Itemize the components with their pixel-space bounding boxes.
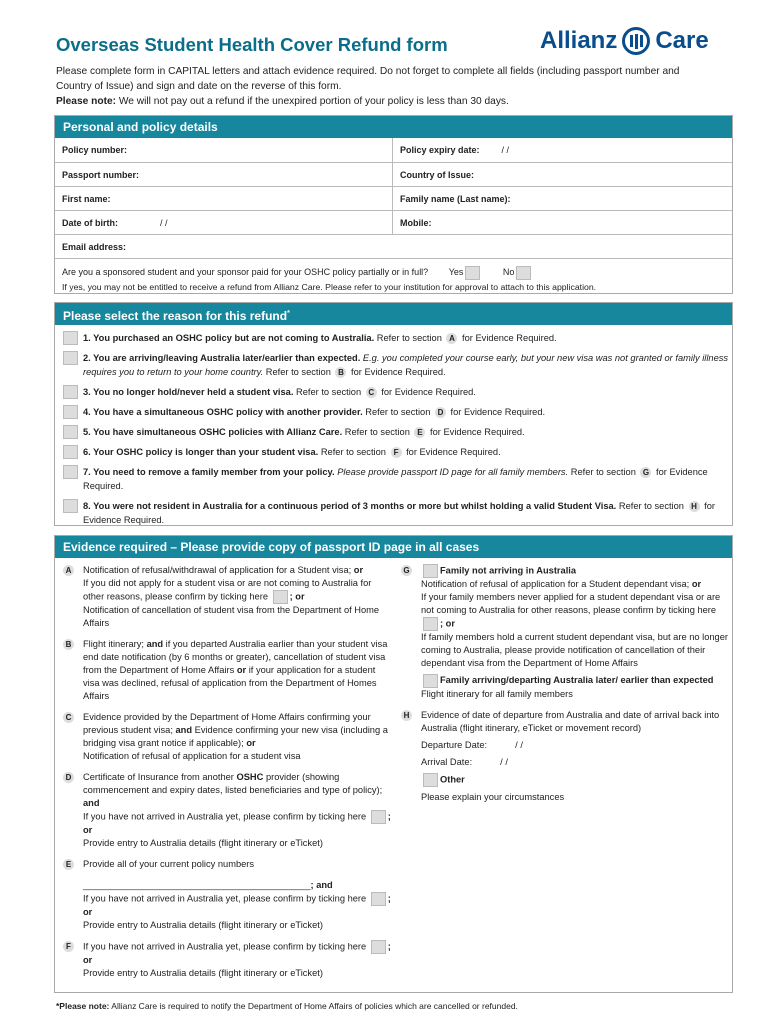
- mobile-field[interactable]: Mobile:: [400, 218, 432, 228]
- evidence-f-checkbox[interactable]: [371, 940, 386, 954]
- reason-item: 1. You purchased an OSHC policy but are not coming to Australia. Refer to section A for Evidence Required.: [55, 331, 732, 345]
- logo-text-left: Allianz: [540, 27, 618, 54]
- evidence-d-checkbox[interactable]: [371, 810, 386, 824]
- note-text: We will not pay out a refund if the unexpired portion of your policy is less than 30 days.: [116, 96, 509, 107]
- departure-date-field[interactable]: / /: [515, 740, 523, 750]
- reason-item: 8. You were not resident in Australia for a continuous period of 3 months or more but whilst holding a valid Student Visa. Refer to section H for Evidence Required.: [55, 499, 732, 527]
- evidence-e: E Provide all of your current policy numbers ____________________________________________; and If you have not arrived in Australia yet, please confirm by ticking here ; or Provide entry to Australia details (flight itinerary or eTicket): [55, 858, 393, 932]
- sponsor-note: If yes, you may not be entitled to receive a refund from Allianz Care. Please refer to your institution for approval to attach to this application.: [62, 281, 597, 292]
- sponsor-question: Are you a sponsored student and your sponsor paid for your OSHC policy partially or in full? Yes No If yes, you may not be entitled to receive a refund from Allianz Care. Please refer to your institution for approval to attach to this application.: [55, 258, 732, 298]
- reason-checkbox[interactable]: [63, 351, 78, 365]
- evidence-e-checkbox[interactable]: [371, 892, 386, 906]
- evidence-section: [54, 535, 733, 993]
- policy-numbers-input[interactable]: ____________________________________________: [83, 880, 311, 890]
- reason-item: 4. You have a simultaneous OSHC policy with another provider. Refer to section D for Evidence Required.: [55, 405, 732, 419]
- section-letter: A: [446, 333, 457, 344]
- reason-checkbox[interactable]: [63, 385, 78, 399]
- page-title: Overseas Student Health Cover Refund form: [56, 34, 448, 55]
- section-letter: B: [335, 367, 346, 378]
- evidence-g-checkbox[interactable]: [423, 617, 438, 631]
- section-letter-a: A: [63, 565, 74, 576]
- sponsor-no-checkbox[interactable]: [516, 266, 531, 280]
- section-letter: D: [435, 407, 446, 418]
- section-letter-h: H: [401, 710, 412, 721]
- section-letter-e: E: [63, 859, 74, 870]
- dob-field[interactable]: Date of birth: / /: [55, 211, 393, 234]
- reason-checkbox[interactable]: [63, 425, 78, 439]
- section-letter-b: B: [63, 639, 74, 650]
- evidence-f: F If you have not arrived in Australia yet, please confirm by ticking here ; or Provide entry to Australia details (flight itinerary or eTicket): [55, 940, 393, 980]
- family-name-field[interactable]: Family name (Last name):: [400, 194, 511, 204]
- policy-number-field[interactable]: Policy number:: [55, 138, 393, 162]
- evidence-a-checkbox[interactable]: [273, 590, 288, 604]
- other-checkbox[interactable]: [423, 773, 438, 787]
- logo-text-right: Care: [655, 27, 709, 54]
- evidence-heading: Evidence required – Please provide copy of passport ID page in all cases: [55, 536, 732, 558]
- allianz-eagle-icon: [622, 27, 650, 55]
- section-letter: F: [391, 447, 402, 458]
- section-letter-c: C: [63, 712, 74, 723]
- evidence-d: D Certificate of Insurance from another OSHC provider (showing commencement and expiry dates, listed beneficiaries and type of policy); and If you have not arrived in Australia yet, please confirm by ticking here ; or Provide entry to Australia details (flight itinerary or eTicket): [55, 771, 393, 850]
- sponsor-yes-checkbox[interactable]: [465, 266, 480, 280]
- reason-checkbox[interactable]: [63, 331, 78, 345]
- evidence-h: H Evidence of date of departure from Australia and date of arrival back into Australia (flight itinerary, eTicket or movement record) Departure Date: / / Arrival Date: / / Other Please explain your circumstances: [393, 709, 733, 804]
- family-not-arriving-checkbox[interactable]: [423, 564, 438, 578]
- section-letter-g: G: [401, 565, 412, 576]
- section-letter: H: [689, 501, 700, 512]
- policy-expiry-field[interactable]: Policy expiry date: / /: [400, 145, 510, 155]
- email-field[interactable]: Email address:: [62, 242, 127, 252]
- reasons-heading: Please select the reason for this refund*: [55, 303, 732, 325]
- passport-number-field[interactable]: Passport number:: [55, 163, 393, 186]
- section-letter: G: [640, 467, 651, 478]
- reason-item: 5. You have simultaneous OSHC policies with Allianz Care. Refer to section E for Evidence Required.: [55, 425, 732, 439]
- footer-note: *Please note: Allianz Care is required to notify the Department of Home Affairs of policies which are cancelled or refunded.: [56, 1001, 518, 1011]
- first-name-field[interactable]: First name:: [55, 187, 393, 210]
- reason-checkbox[interactable]: [63, 499, 78, 513]
- country-issue-field[interactable]: Country of Issue:: [400, 170, 475, 180]
- intro-line: Please complete form in CAPITAL letters and attach evidence required. Do not forget to complete all fields (including passport number and Country of Issue) and sign and date on the reverse of this form.: [56, 66, 680, 92]
- section-letter-d: D: [63, 772, 74, 783]
- reason-checkbox[interactable]: [63, 465, 78, 479]
- evidence-b: B Flight itinerary; and if you departed Australia earlier than your student visa end date notification (by 6 months or greater), cancellation of student visa from the Department of Home Affairs or if your application for a student visa was declined, refusal of application from the Department of Homes Affairs: [55, 638, 393, 703]
- arrival-date-field[interactable]: / /: [500, 757, 508, 767]
- section-letter-f: F: [63, 941, 74, 952]
- intro: [56, 64, 716, 109]
- reason-item: 6. Your OSHC policy is longer than your student visa. Refer to section F for Evidence Required.: [55, 445, 732, 459]
- personal-details-section: [54, 115, 733, 294]
- evidence-g: G Family not arriving in Australia Notification of refusal of application for a Student dependant visa; or If your family members never applied for a student dependant visa or are not coming to Australia for other reasons, please confirm by ticking here ; or If family members hold a current student dependant visa, but are no longer coming to Australia, please provide notification of cancellation of their dependant visa from the Department of Home Affairs Family arriving/departing Australia later/ earlier than expected Flight itinerary for all family members: [393, 564, 733, 701]
- section-letter: C: [366, 387, 377, 398]
- reason-item: 2. You are arriving/leaving Australia later/earlier than expected. E.g. you completed your course early, but your new visa was not granted or family illness requires you to return to your home country. Refer to section B for Evidence Required.: [55, 351, 732, 379]
- reason-item: 7. You need to remove a family member from your policy. Please provide passport ID page for all family members. Refer to section G for Evidence Required.: [55, 465, 732, 493]
- evidence-right-column: [393, 564, 733, 812]
- reason-item: 3. You no longer hold/never held a student visa. Refer to section C for Evidence Required.: [55, 385, 732, 399]
- reason-checkbox[interactable]: [63, 405, 78, 419]
- evidence-left-column: [55, 564, 393, 988]
- section-letter: E: [414, 427, 425, 438]
- refund-reasons-section: [54, 302, 733, 526]
- allianz-care-logo: [540, 27, 709, 55]
- personal-heading: Personal and policy details: [55, 116, 732, 138]
- family-arriving-checkbox[interactable]: [423, 674, 438, 688]
- evidence-a: A Notification of refusal/withdrawal of application for a Student visa; or If you did not apply for a student visa or are not coming to Australia for other reasons, please confirm by ticking here ; or Notification of cancellation of student visa from the Department of Home Affairs: [55, 564, 393, 630]
- evidence-c: C Evidence provided by the Department of Home Affairs confirming your previous student visa; and Evidence confirming your new visa (including a bridging visa grant notice if applicable); or Notification of refusal of application for a student visa: [55, 711, 393, 763]
- reason-checkbox[interactable]: [63, 445, 78, 459]
- reasons-list: [55, 331, 732, 527]
- note-label: Please note:: [56, 96, 117, 107]
